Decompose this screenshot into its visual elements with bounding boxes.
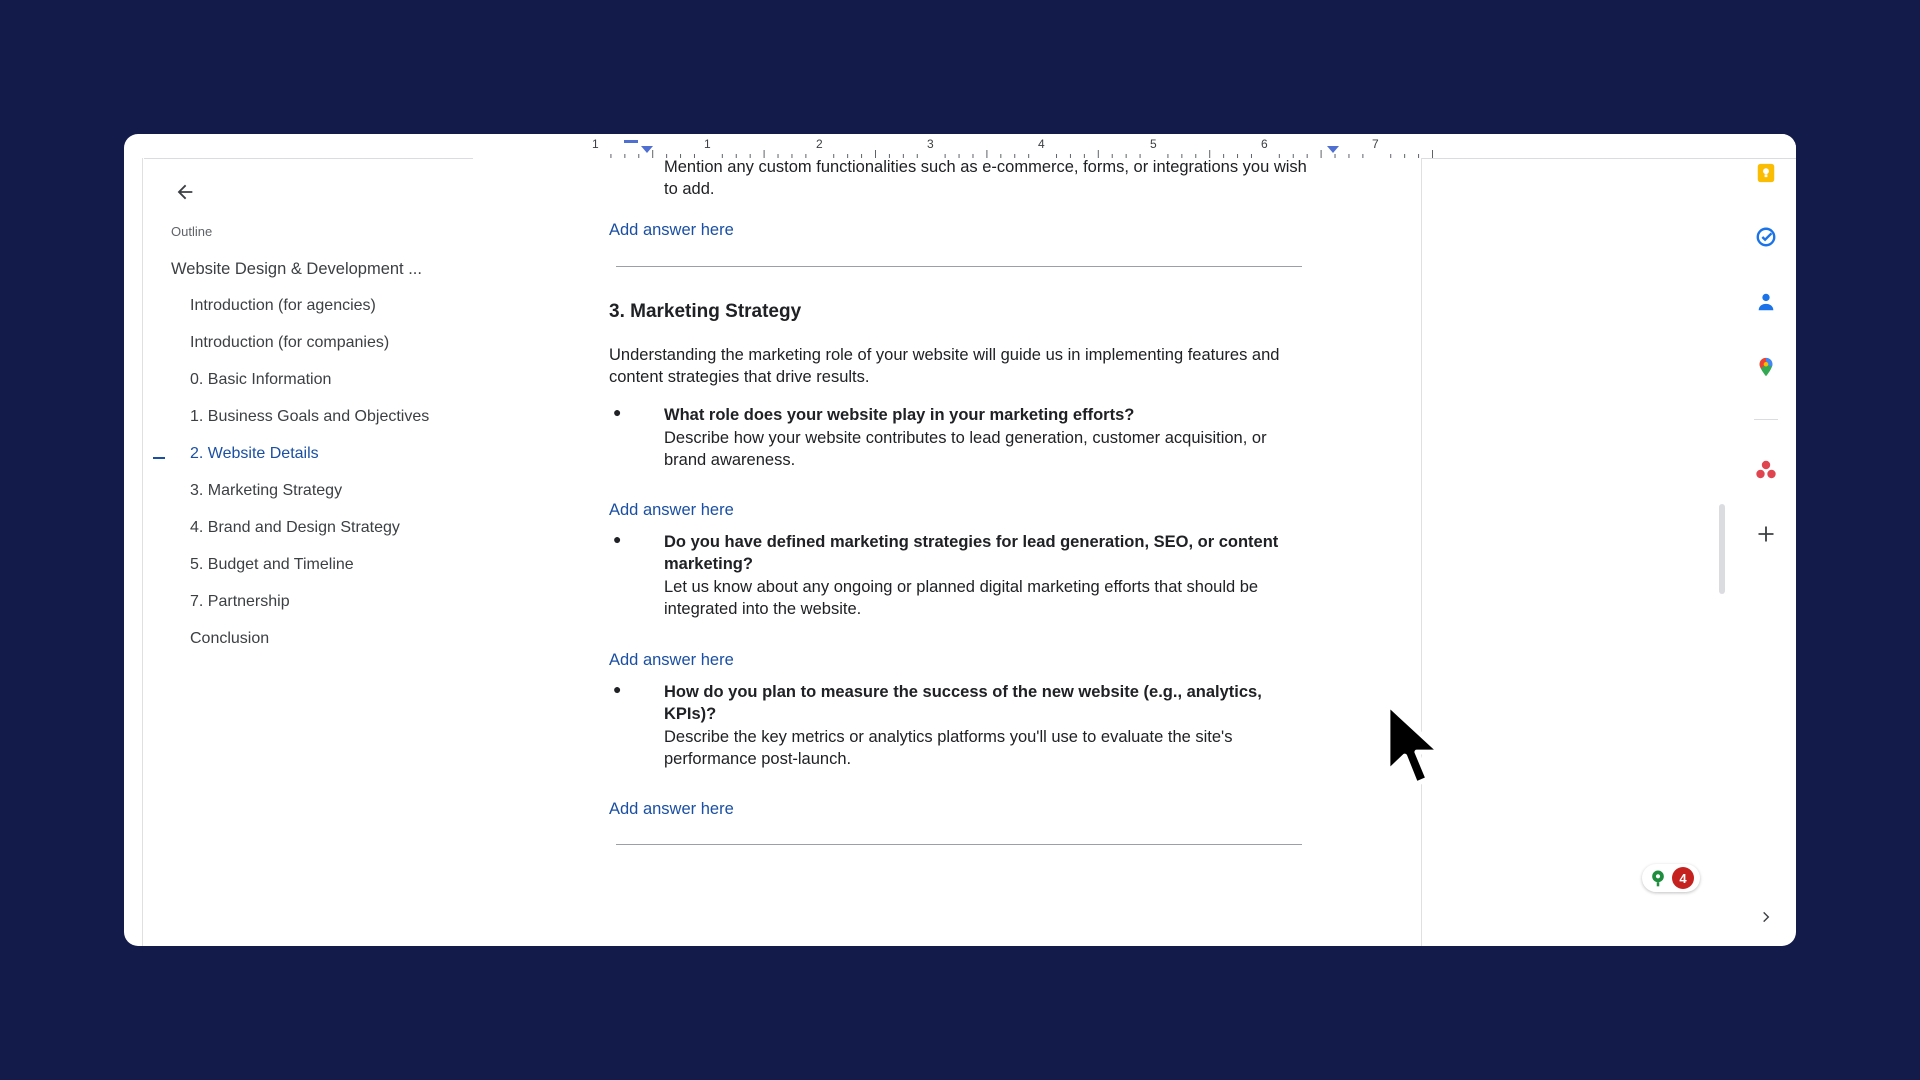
right-indent-marker (1327, 146, 1339, 153)
ai-suggestions-icon (1648, 868, 1668, 888)
ruler-number: 1 (592, 137, 599, 151)
horizontal-divider (616, 266, 1302, 267)
horizontal-divider (616, 844, 1302, 845)
side-panel (1734, 134, 1796, 946)
document-canvas[interactable] (473, 158, 1422, 946)
add-answer-link[interactable]: Add answer here (609, 651, 734, 669)
arrow-left-icon (174, 181, 196, 203)
outline-item-budget-timeline[interactable]: 5. Budget and Timeline (190, 556, 354, 573)
active-item-indicator (153, 457, 165, 459)
section-intro-text: Understanding the marketing role of your website will guide us in implementing features and (609, 346, 1280, 364)
outline-item-partnership[interactable]: 7. Partnership (190, 593, 290, 610)
mouse-cursor-icon (1384, 700, 1448, 796)
outline-label: Outline (171, 224, 213, 239)
contacts-icon[interactable] (1754, 290, 1778, 314)
explore-pill[interactable] (1642, 864, 1700, 892)
ruler-number: 6 (1261, 137, 1268, 151)
close-outline-button[interactable] (169, 176, 201, 208)
ruler-number: 7 (1372, 137, 1379, 151)
outline-item-conclusion[interactable]: Conclusion (190, 630, 270, 647)
apps-icon[interactable] (1754, 458, 1778, 482)
bullet-icon: ● (613, 531, 622, 547)
question-description: Describe the key metrics or analytics platforms you'll use to evaluate the site's (664, 728, 1233, 746)
outline-item-marketing-strategy[interactable]: 3. Marketing Strategy (190, 482, 343, 499)
docs-window (124, 134, 1796, 946)
bullet-icon: ● (613, 404, 622, 420)
sidebar-divider (1754, 419, 1778, 420)
question-description: integrated into the website. (664, 600, 862, 618)
question-description: Let us know about any ongoing or planned digital marketing efforts that should be (664, 578, 1259, 596)
document-outline-panel (142, 158, 474, 946)
ruler-ticks (144, 134, 1544, 158)
maps-icon[interactable] (1754, 355, 1778, 379)
paragraph-text: Mention any custom functionalities such as e-commerce, forms, or integrations you wish (664, 158, 1307, 176)
ruler-number: 3 (927, 137, 934, 151)
vertical-scrollbar[interactable] (1719, 504, 1725, 594)
add-icon[interactable] (1754, 522, 1778, 546)
outline-item-business-goals[interactable]: 1. Business Goals and Objectives (190, 408, 430, 425)
question-title: KPIs)? (664, 705, 717, 723)
notification-badge: 4 (1672, 867, 1694, 889)
add-answer-link[interactable]: Add answer here (609, 221, 734, 239)
left-indent-marker (641, 146, 653, 153)
question-title: What role does your website play in your marketing efforts? (664, 406, 1135, 424)
outline-item-intro-companies[interactable]: Introduction (for companies) (190, 334, 390, 351)
section-intro-text: content strategies that drive results. (609, 368, 870, 386)
ruler-number: 5 (1150, 137, 1157, 151)
outline-item-brand-design[interactable]: 4. Brand and Design Strategy (190, 519, 400, 536)
chevron-right-icon[interactable] (1754, 905, 1778, 929)
question-description: brand awareness. (664, 451, 796, 469)
outline-item-intro-agencies[interactable]: Introduction (for agencies) (190, 297, 376, 314)
ruler-number: 2 (816, 137, 823, 151)
question-title: Do you have defined marketing strategies for lead generation, SEO, or content (664, 533, 1279, 551)
question-title: How do you plan to measure the success of the new website (e.g., analytics, (664, 683, 1262, 701)
section-heading: 3. Marketing Strategy (609, 301, 802, 322)
outline-item-title[interactable]: Website Design & Development ... (171, 260, 422, 278)
ruler-number: 1 (704, 137, 711, 151)
keep-icon[interactable] (1754, 161, 1778, 185)
add-answer-link[interactable]: Add answer here (609, 800, 734, 818)
question-description: performance post-launch. (664, 750, 852, 768)
bullet-icon: ● (613, 681, 622, 697)
paragraph-text: to add. (664, 180, 715, 198)
tasks-icon[interactable] (1754, 225, 1778, 249)
first-line-indent-marker (624, 140, 638, 143)
ruler-number: 4 (1038, 137, 1045, 151)
add-answer-link[interactable]: Add answer here (609, 501, 734, 519)
question-title: marketing? (664, 555, 753, 573)
outline-item-website-details[interactable]: 2. Website Details (190, 445, 319, 462)
question-description: Describe how your website contributes to lead generation, customer acquisition, or (664, 429, 1267, 447)
outline-item-basic-information[interactable]: 0. Basic Information (190, 371, 332, 388)
